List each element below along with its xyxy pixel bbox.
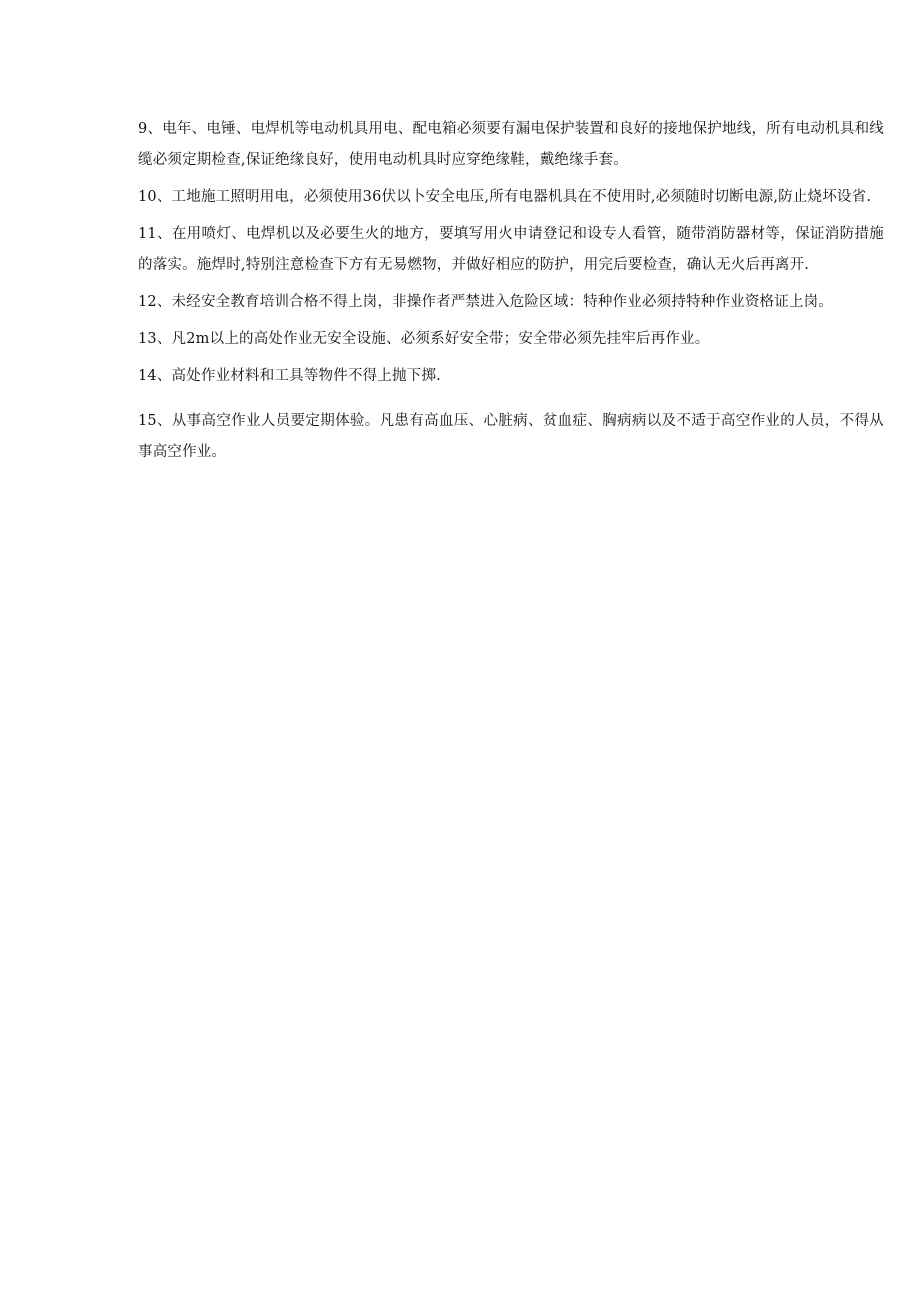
rule-item-11: 11、在用喷灯、电焊机以及必要生火的地方，要填写用火申请登记和设专人看管，随带消防器材等，保证消防措施的落实。施焊时,特别注意检查下方有无易燃物，并做好相应的防护，用完后要检查，确认无火后再离开. (138, 226, 884, 273)
rule-item-14: 14、高处作业材料和工具等物件不得上抛下掷. (138, 368, 441, 384)
rule-item-15: 15、从事高空作业人员要定期体验。凡患有高血压、心脏病、贫血症、胸病病以及不适于高空作业的人员，不得从事高空作业。 (138, 413, 884, 460)
rule-item-12: 12、未经安全教育培训合格不得上岗，非操作者严禁进入危险区域：特种作业必须持特种作业资格证上岗。 (138, 294, 834, 310)
rule-item-10: 10、工地施工照明用电，必须使用36伏以卜安全电压,所有电器机具在不使用时,必须随时切断电源,防止烧坏设省. (138, 189, 872, 205)
rule-item-9: 9、电年、电锤、电焊机等电动机具用电、配电箱必须要有漏电保护装置和良好的接地保护地线，所有电动机具和线缆必须定期检查,保证绝缘良好，使用电动机具时应穿绝缘鞋，戴绝缘手套。 (138, 121, 884, 168)
rule-item-13: 13、凡2m以上的高处作业无安全设施、必须系好安全带；安全带必须先挂牢后再作业。 (138, 331, 710, 347)
safety-rules-list (138, 114, 884, 468)
